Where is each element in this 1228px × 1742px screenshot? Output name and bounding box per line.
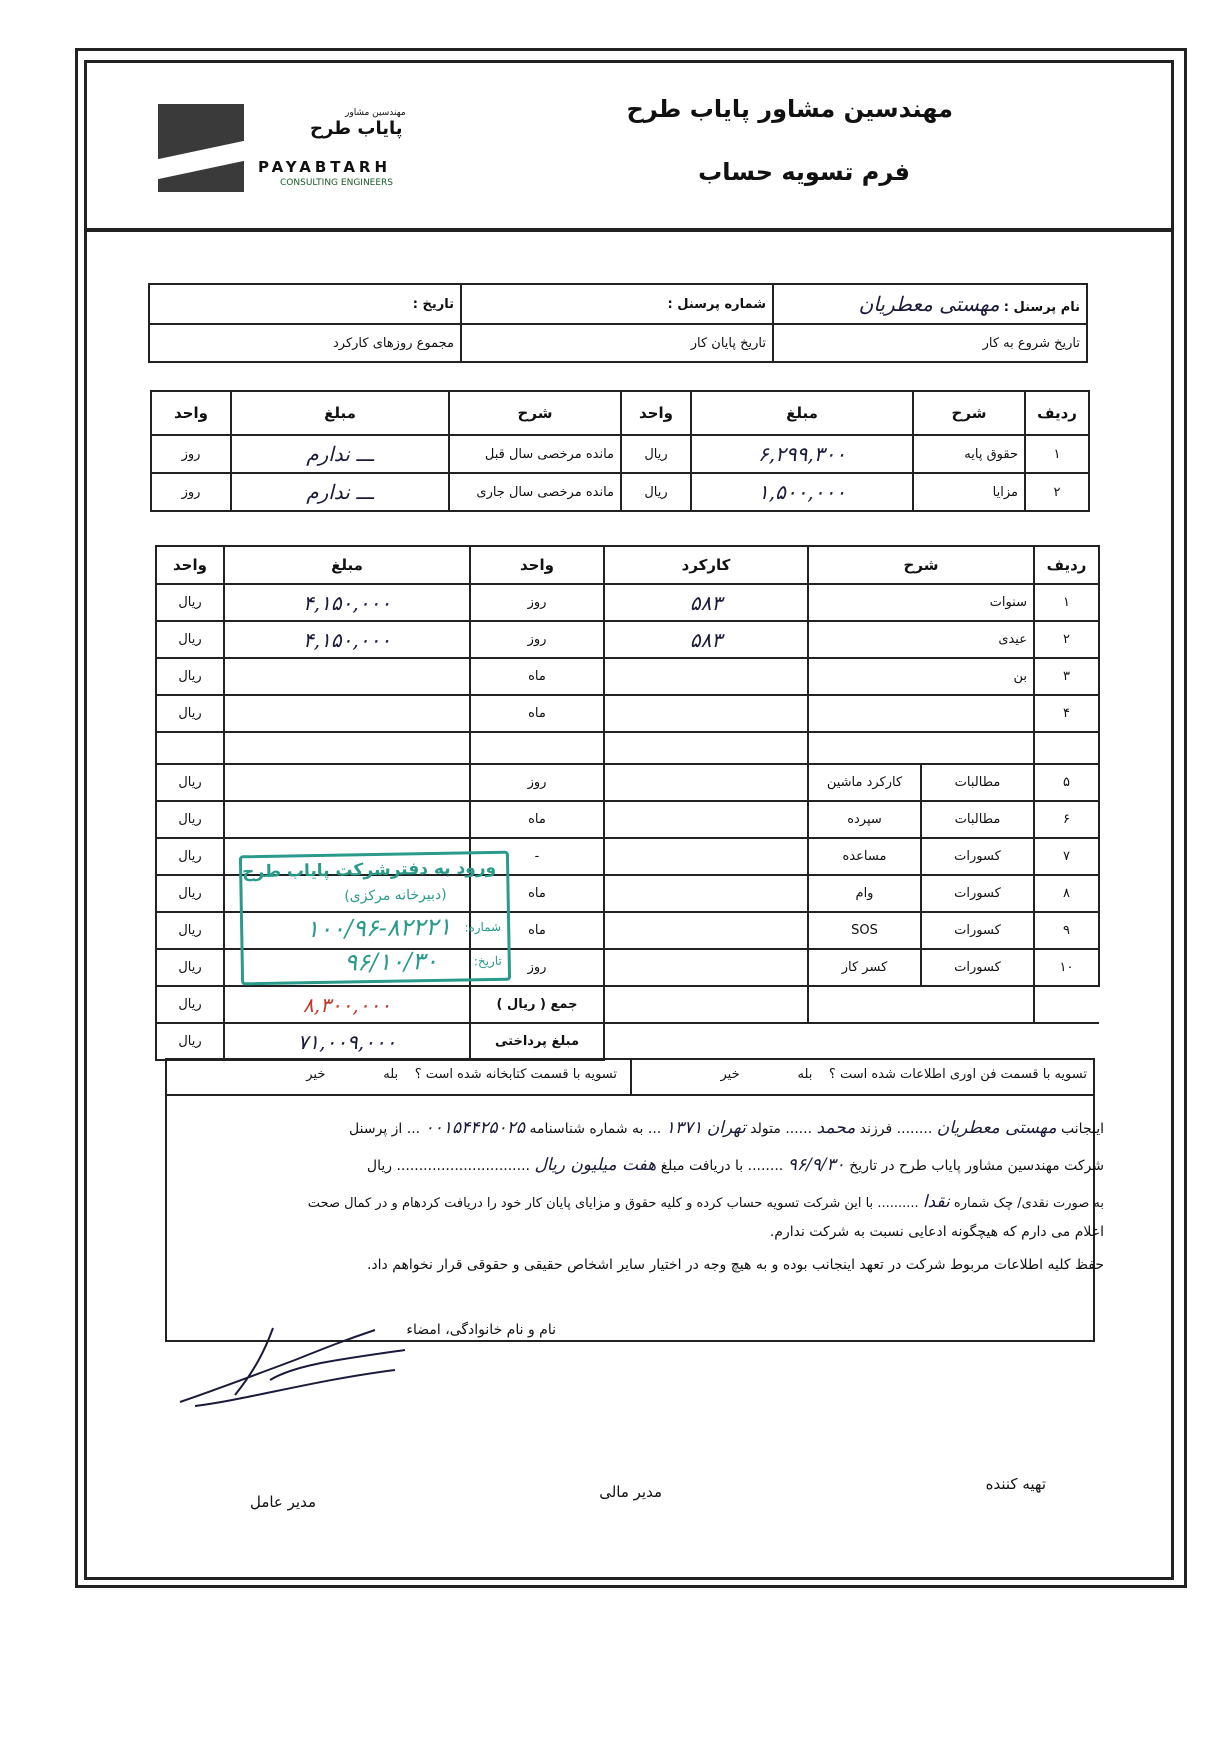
t1-h-amount2: مبلغ	[231, 391, 449, 435]
t2-h-desc: شرح	[808, 546, 1034, 584]
sum-label: جمع ( ریال )	[470, 986, 604, 1023]
date-cell: تاریخ :	[149, 284, 461, 324]
declaration-line-3: به صورت نقدی/ چک شماره نقدا .......... با این شرکت تسویه حساب کرده و کلیه حقوق و مزایای پایان کار خود را دریافت کردهام و در کمال صحت	[307, 1192, 1104, 1212]
ceo-label: مدیر عامل	[249, 1493, 316, 1511]
personnel-name-cell: نام پرسنل : مهستی معطریان	[773, 284, 1087, 324]
signature-label: نام و نام خانوادگی، امضاء	[406, 1322, 556, 1338]
personnel-table	[148, 283, 1088, 363]
table-row: ریال ماه سپرده مطالبات ۶	[156, 801, 1099, 838]
t2-h-no: ردیف	[1034, 546, 1099, 584]
t1-h-no: ردیف	[1025, 391, 1089, 435]
table-row: ریال ماه وام کسورات ۸	[156, 875, 1099, 912]
it-settle-question: تسویه با قسمت فن اوری اطلاعات شده است ؟ بله خیر	[720, 1067, 1087, 1082]
workdays-cell: مجموع روزهای کارکرد	[149, 324, 461, 362]
table-row-empty	[156, 732, 1099, 764]
declaration-line-2: شرکت مهندسین مشاور پایاب طرح در تاریخ ۹۶/۹/۳۰ ........ با دریافت مبلغ هفت میلیون ریال .............................. ریال	[366, 1155, 1104, 1175]
t1-h-desc: شرح	[913, 391, 1025, 435]
logo-en-name: PAYABTARH	[258, 158, 392, 176]
logo-fa-name: پایاب طرح	[310, 118, 403, 139]
table-row: روز ـــ ندارم مانده مرخصی سال قبل ریال ۶,۲۹۹,۳۰۰ حقوق پایه ۱	[151, 435, 1089, 473]
t1-h-desc2: شرح	[449, 391, 621, 435]
t2-h-amount: مبلغ	[224, 546, 470, 584]
finance-manager-label: مدیر مالی	[599, 1483, 662, 1501]
table-row: ریال روز کارکرد ماشین مطالبات ۵	[156, 764, 1099, 801]
sum-row: ریال ۸,۳۰۰,۰۰۰ جمع ( ریال )	[156, 986, 1099, 1023]
t2-h-work: کارکرد	[604, 546, 808, 584]
end-date-cell: تاریخ پایان کار	[461, 324, 773, 362]
settle-row	[165, 1058, 1095, 1096]
table-row: ریال ماه SOS کسورات ۹	[156, 912, 1099, 949]
payment-value: ۷۱,۰۰۹,۰۰۰	[224, 1023, 470, 1060]
registry-stamp: ورود به دفترشرکت پایاب طرح (دبیرخانه مرکزی) شماره: ۱۰۰/۹۶-۸۲۲۲۱ تاریخ: ۹۶/۱۰/۳۰	[239, 851, 511, 986]
salary-table	[150, 390, 1090, 512]
t1-h-unit2: واحد	[151, 391, 231, 435]
form-title: فرم تسویه حساب	[698, 158, 910, 186]
header-divider	[84, 228, 1174, 232]
library-settle-question: تسویه با قسمت کتابخانه شده است ؟ بله خیر	[306, 1067, 617, 1082]
t2-h-unit2: واحد	[156, 546, 224, 584]
sum-value: ۸,۳۰۰,۰۰۰	[224, 986, 470, 1023]
table-row: ریال ماه ۴	[156, 695, 1099, 732]
table-row: ریال ۴,۱۵۰,۰۰۰ روز ۵۸۳ سنوات ۱	[156, 584, 1099, 621]
payment-row: ریال ۷۱,۰۰۹,۰۰۰ مبلغ پرداختی	[156, 1023, 1099, 1060]
start-date-cell: تاریخ شروع به کار	[773, 324, 1087, 362]
declaration-line-4: اعلام می دارم که هیچگونه ادعایی نسبت به شرکت ندارم.	[769, 1224, 1104, 1240]
logo-fa-small: مهندسین مشاور	[345, 108, 406, 118]
personnel-number-cell: شماره پرسنل :	[461, 284, 773, 324]
table-row: ریال روز کسر کار کسورات ۱۰	[156, 949, 1099, 986]
t2-h-unit: واحد	[470, 546, 604, 584]
company-title: مهندسین مشاور پایاب طرح	[626, 95, 953, 123]
prepared-by-label: تهیه کننده	[985, 1475, 1046, 1493]
table-row: ریال - مساعده کسورات ۷	[156, 838, 1099, 875]
payment-label: مبلغ پرداختی	[470, 1023, 604, 1060]
personnel-name-value: مهستی معطریان	[858, 292, 1000, 316]
logo-en-sub: CONSULTING ENGINEERS	[280, 178, 394, 188]
t1-h-amount: مبلغ	[691, 391, 913, 435]
declaration-line-1: اینجانب مهستی معطریان ........ فرزند محمد ...... متولد تهران ۱۳۷۱ ... به شماره شناسنامه ۰۰۱۵۴۴۲۵۰۲۵ ... از پرسنل	[349, 1118, 1104, 1138]
signature-icon	[175, 1320, 425, 1410]
table-row: ریال ۴,۱۵۰,۰۰۰ روز ۵۸۳ عیدی ۲	[156, 621, 1099, 658]
declaration-line-5: حفظ کلیه اطلاعات مربوط شرکت در تعهد اینجانب بوده و به هیچ وجه در اختیار سایر اشخاص حقیقی و حقوقی قرار نخواهم داد.	[366, 1257, 1104, 1273]
table-row: روز ـــ ندارم مانده مرخصی سال جاری ریال ۱,۵۰۰,۰۰۰ مزایا ۲	[151, 473, 1089, 511]
table-row: ریال ماه بن ۳	[156, 658, 1099, 695]
t1-h-unit: واحد	[621, 391, 691, 435]
